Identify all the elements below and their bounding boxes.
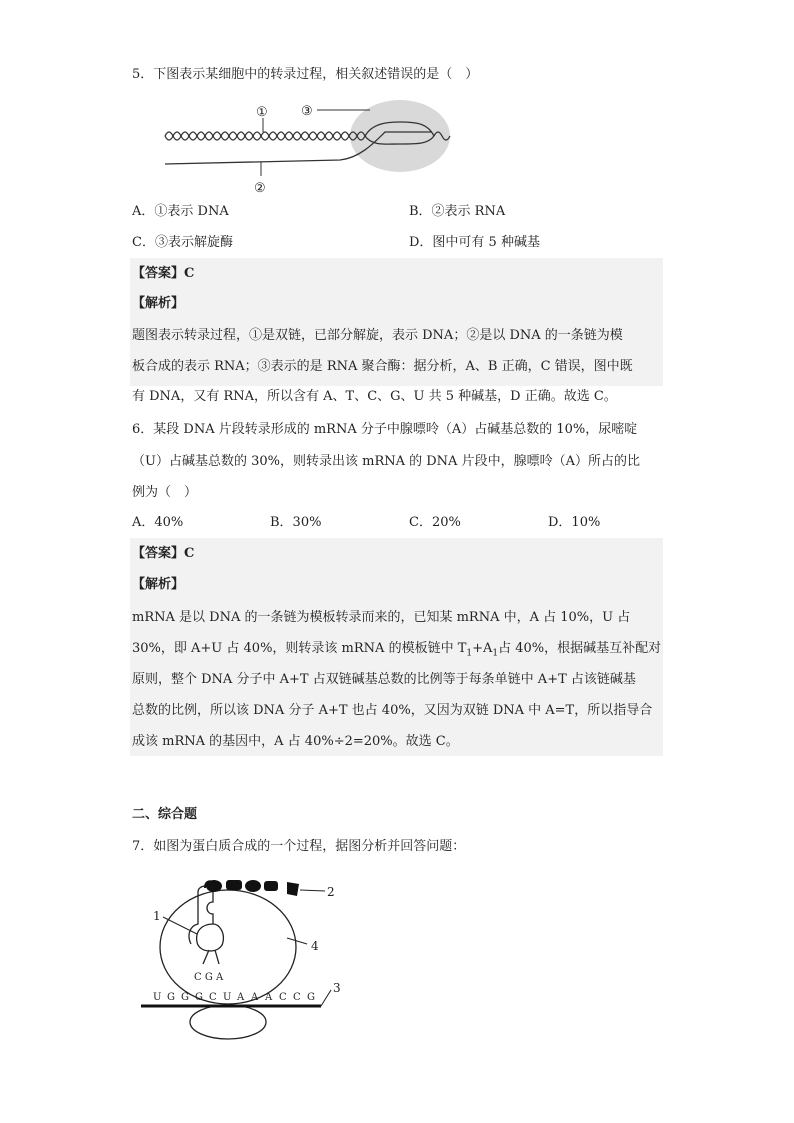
mrna-base: A [251,992,259,1003]
trna-anticodon: C G A [194,972,224,983]
mrna-base: G [167,992,175,1003]
q6-analysis-line-5: 成该 mRNA 的基因中，A 占 40%÷2=20%。故选 C。 [132,734,459,749]
mrna-base: G [181,992,189,1003]
q6-stem-line-1: 6．某段 DNA 片段转录形成的 mRNA 分子中腺嘌呤（A）占碱基总数的 10%，尿嘧啶 [132,422,638,437]
q6-analysis-line-3: 原则，整个 DNA 分子中 A+T 占双链碱基总数的比例等于每条单链中 A+T 占该链碱基 [132,672,636,687]
q6-stem-line-2: （U）占碱基总数的 30%，则转录出该 mRNA 的 DNA 片段中，腺嘌呤（A）所占的比 [132,454,640,469]
q6-analysis-title: 【解析】 [132,577,185,592]
label-1: 1 [153,909,161,923]
mrna-base: G [307,992,315,1003]
q5-option-d: D．图中可有 5 种碱基 [409,235,540,250]
q6-analysis-line-1: mRNA 是以 DNA 的一条链为模板转录而来的，已知某 mRNA 中，A 占 10%，U 占 [132,610,631,625]
q6-stem-line-3: 例为（ ） [132,485,198,500]
q5-analysis-line-1: 题图表示转录过程，①是双链，已部分解旋，表示 DNA；②是以 DNA 的一条链为模 [132,328,623,343]
q6-option-d: D．10% [548,515,601,530]
label-4-leader [287,938,307,944]
section-title: 二、综合题 [132,807,198,822]
q6-answer: 【答案】C [132,546,195,561]
label-4: 4 [311,939,319,953]
q5-stem: 5．下图表示某细胞中的转录过程，相关叙述错误的是（ ） [132,67,479,82]
label-1-leader [163,917,197,934]
mrna-base: A [265,992,273,1003]
transcription-figure [160,98,460,198]
label-3: ③ [301,104,313,119]
mrna-base: U [223,992,232,1003]
mrna-bases [153,992,315,1003]
q6-analysis-line-4: 总数的比例，所以该 DNA 分子 A+T 也占 40%，又因为双链 DNA 中 A=T，所以指导合 [132,703,653,718]
label-2: 2 [327,885,335,899]
q5-option-c: C．③表示解旋酶 [132,235,233,250]
q6-option-a: A．40% [132,515,184,530]
q6-option-b: B．30% [270,515,322,530]
q5-option-b: B．②表示 RNA [409,204,506,219]
label-3-leader [321,990,331,1006]
ribosome-large-subunit [160,890,296,1004]
label-3: 3 [333,981,341,995]
mrna-base: C [293,992,301,1003]
q6-analysis-line-2: 30%，即 A+U 占 40%，则转录该 mRNA 的模板链中 $T_1+A_1$占 40%，根据碱基互补配对 [132,641,662,659]
label-2: ② [254,181,266,196]
q5-option-a: A．①表示 DNA [132,204,229,219]
ribosome-small-subunit [190,1005,266,1039]
q5-analysis-line-2: 板合成的表示 RNA；③表示的是 RNA 聚合酶：据分析，A、B 正确，C 错误，图中既 [132,359,633,374]
mrna-base: C [209,992,217,1003]
q5-analysis-line-3: 有 DNA，又有 RNA，所以含有 A、T、C、G、U 共 5 种碱基，D 正确。故选 C。 [132,389,617,404]
mrna-base: U [153,992,162,1003]
q7-stem: 7．如图为蛋白质合成的一个过程，据图分析并回答问题： [132,839,466,854]
q5-analysis-title: 【解析】 [132,296,185,311]
translation-figure [135,872,355,1047]
polypeptide-chain [205,880,325,896]
mrna-base: C [279,992,287,1003]
q6-option-c: C．20% [409,515,461,530]
q5-answer: 【答案】C [132,266,195,281]
label-1: ① [256,105,268,120]
mrna-base: A [237,992,245,1003]
mrna-base: G [195,992,203,1003]
